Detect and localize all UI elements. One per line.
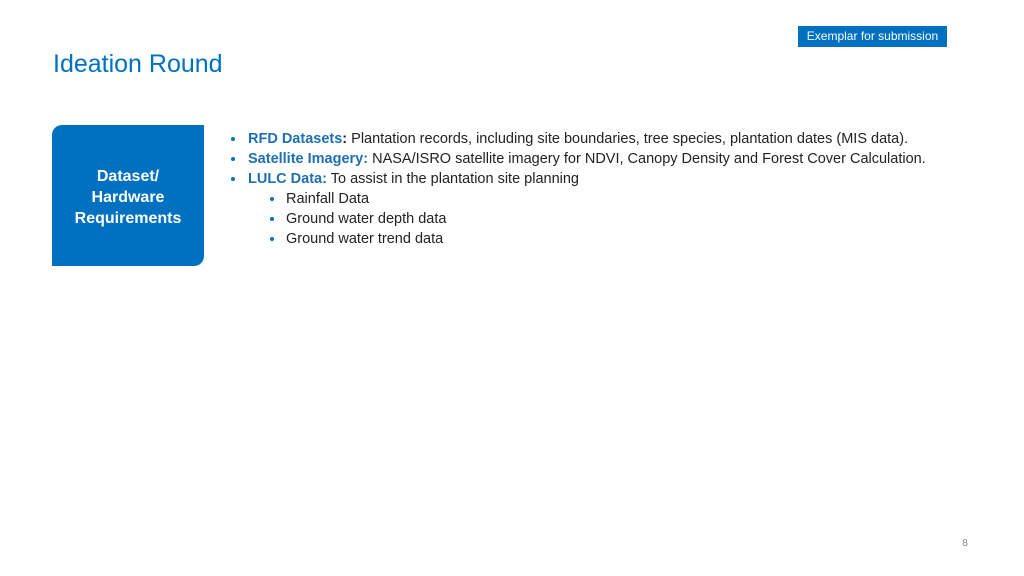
bullet-icon	[231, 177, 235, 181]
section-label-line-3: Requirements	[74, 210, 182, 227]
bullet-icon	[231, 157, 235, 161]
section-label-line-2: Hardware	[91, 189, 165, 206]
section-label-line-1: Dataset/	[96, 168, 160, 185]
sub-list-item	[228, 229, 926, 249]
requirements-list	[228, 129, 926, 249]
list-item-text: NASA/ISRO satellite imagery for NDVI, Canopy Density and Forest Cover Calculation.	[368, 151, 926, 167]
bullet-icon	[270, 237, 274, 241]
list-item-colon: :	[342, 131, 348, 147]
list-item-text: To assist in the plantation site planning	[326, 171, 579, 187]
list-item-label: LULC Data:	[248, 171, 327, 187]
list-item-label: RFD Datasets	[248, 131, 343, 147]
sub-list-item	[228, 189, 926, 209]
bullet-icon	[270, 197, 274, 201]
sub-list-item-text: Rainfall Data	[286, 191, 370, 207]
section-label-box	[52, 125, 204, 266]
list-item	[228, 149, 926, 169]
sub-list-item-text: Ground water trend data	[286, 231, 444, 247]
list-item-text: Plantation records, including site boundaries, tree species, plantation dates (MIS data).	[347, 131, 909, 147]
list-item	[228, 169, 926, 189]
sub-list-item	[228, 209, 926, 229]
sub-list-item-text: Ground water depth data	[286, 211, 447, 227]
bullet-icon	[270, 217, 274, 221]
list-item	[228, 129, 926, 149]
page-title: Ideation Round	[53, 50, 223, 78]
page-number: 8	[962, 538, 968, 549]
bullet-icon	[231, 137, 235, 141]
exemplar-badge: Exemplar for submission	[798, 26, 947, 47]
list-item-label: Satellite Imagery:	[248, 151, 369, 167]
